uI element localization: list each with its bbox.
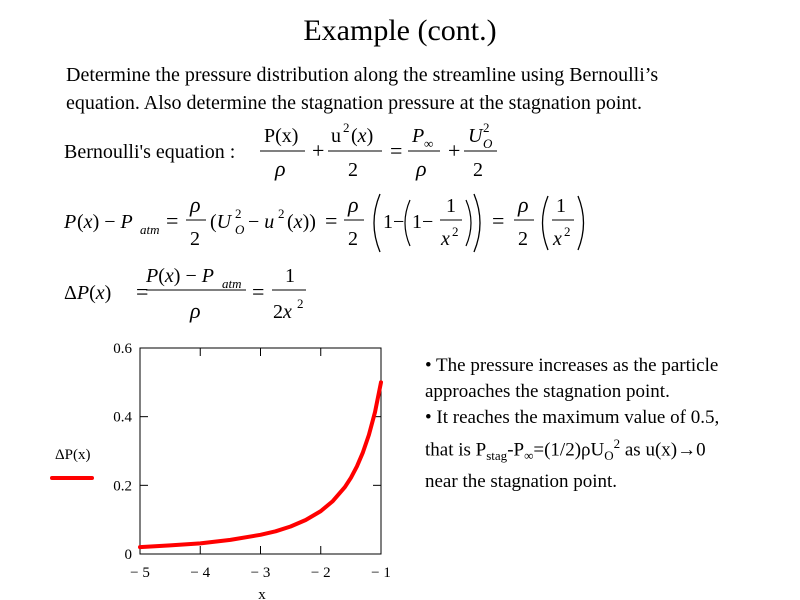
svg-text:U: U — [468, 125, 483, 147]
svg-text:2: 2 — [348, 159, 358, 181]
intro-line-2: equation. Also determine the stagnation pressure at the stagnation point. — [66, 92, 642, 114]
slide-title: Example (cont.) — [303, 14, 497, 47]
svg-text:(x) − P: (x) − P — [77, 211, 133, 233]
svg-text:1: 1 — [556, 195, 566, 217]
series-delta-p-line — [140, 382, 381, 547]
svg-text:P: P — [412, 125, 425, 147]
svg-text:(x)): (x)) — [287, 211, 316, 233]
svg-text:2: 2 — [190, 228, 200, 250]
svg-text:ρ: ρ — [518, 192, 529, 217]
svg-text:x: x — [441, 228, 450, 250]
x-tick-label: − 2 — [310, 565, 331, 581]
svg-text:1: 1 — [446, 195, 456, 217]
svg-text:(x): (x) — [351, 125, 374, 147]
svg-text:2: 2 — [564, 224, 571, 239]
svg-text:1−: 1− — [412, 211, 434, 233]
y-tick-label: 0 — [124, 547, 132, 563]
svg-text:2: 2 — [473, 159, 483, 181]
pressure-difference-equation — [63, 192, 584, 252]
y-tick-label: 0.4 — [113, 409, 132, 426]
svg-text:+: + — [312, 138, 325, 163]
svg-text:ρ: ρ — [416, 156, 427, 181]
bullet-list — [425, 353, 719, 495]
y-tick-label: 0.2 — [113, 478, 132, 495]
b2-sub-inf: ∞ — [524, 448, 534, 464]
svg-text:u: u — [331, 125, 341, 147]
svg-text:=: = — [325, 208, 338, 233]
svg-text:2: 2 — [518, 228, 528, 250]
y-tick-label: 0.6 — [113, 341, 132, 357]
bernoulli-label: Bernoulli's equation : — [64, 141, 236, 163]
b2-sub-stag: stag — [486, 448, 508, 464]
svg-text:O: O — [235, 222, 245, 237]
svg-text:ρ: ρ — [190, 192, 201, 217]
svg-text:(U: (U — [210, 211, 232, 233]
svg-text:2: 2 — [343, 120, 350, 135]
svg-text:=: = — [166, 208, 179, 233]
bullet-2-line-2 — [425, 431, 719, 469]
equations-block — [60, 110, 620, 335]
svg-text:atm: atm — [140, 222, 160, 237]
svg-text:ρ: ρ — [348, 192, 359, 217]
b2-sub-o: O — [604, 448, 614, 464]
b2-mid: =(1/2)ρU — [533, 439, 605, 461]
pressure-chart — [40, 335, 410, 600]
svg-text:atm: atm — [222, 276, 242, 291]
x-tick-label: − 4 — [190, 565, 211, 581]
svg-text:2x: 2x — [273, 301, 292, 323]
b2-sup-2: 2 — [613, 436, 621, 451]
x-axis-label: x — [258, 587, 266, 600]
svg-text:2: 2 — [452, 224, 459, 239]
b2-tail: as u(x)→0 — [620, 439, 706, 461]
svg-text:ΔP(x): ΔP(x) — [64, 282, 112, 304]
svg-text:x: x — [553, 228, 562, 250]
bullet-2-line-3: near the stagnation point. — [425, 471, 618, 493]
svg-text:P: P — [64, 211, 77, 233]
b2-prefix: that is P — [425, 439, 487, 461]
svg-text:=: = — [390, 138, 403, 163]
svg-text:=: = — [136, 279, 149, 304]
intro-line-1: Determine the pressure distribution along the streamline using Bernoulli’s — [66, 64, 659, 86]
svg-text:2: 2 — [297, 296, 304, 311]
svg-text:2: 2 — [235, 206, 242, 221]
x-tick-label: − 3 — [250, 565, 271, 581]
svg-text:∞: ∞ — [424, 136, 434, 151]
bullet-2-line-1: • It reaches the maximum value of 0.5, — [425, 407, 720, 428]
svg-text:− u: − u — [248, 211, 275, 233]
x-tick-label: − 1 — [371, 565, 391, 581]
plot-frame — [140, 348, 381, 554]
b2-minus-p: -P — [507, 439, 525, 461]
svg-text:ρ: ρ — [190, 298, 201, 323]
svg-text:=: = — [252, 279, 265, 304]
legend-label: ΔP(x) — [55, 447, 91, 463]
delta-p-equation — [64, 265, 306, 323]
bullet-1-line-1: • The pressure increases as the particle — [425, 355, 719, 376]
svg-text:P(x) − P: P(x) − P — [146, 265, 214, 287]
bullet-1-line-2: approaches the stagnation point. — [425, 381, 670, 402]
svg-text:1: 1 — [285, 265, 295, 287]
svg-text:O: O — [483, 136, 493, 151]
x-tick-label: − 5 — [130, 565, 150, 581]
svg-text:1−: 1− — [383, 211, 405, 233]
bernoulli-equation — [64, 120, 497, 181]
svg-text:ρ: ρ — [275, 156, 286, 181]
svg-text:2: 2 — [483, 120, 490, 135]
svg-text:2: 2 — [348, 228, 358, 250]
svg-text:+: + — [448, 138, 461, 163]
svg-text:=: = — [492, 208, 505, 233]
svg-text:2: 2 — [278, 206, 285, 221]
svg-text:P(x): P(x) — [264, 125, 299, 147]
